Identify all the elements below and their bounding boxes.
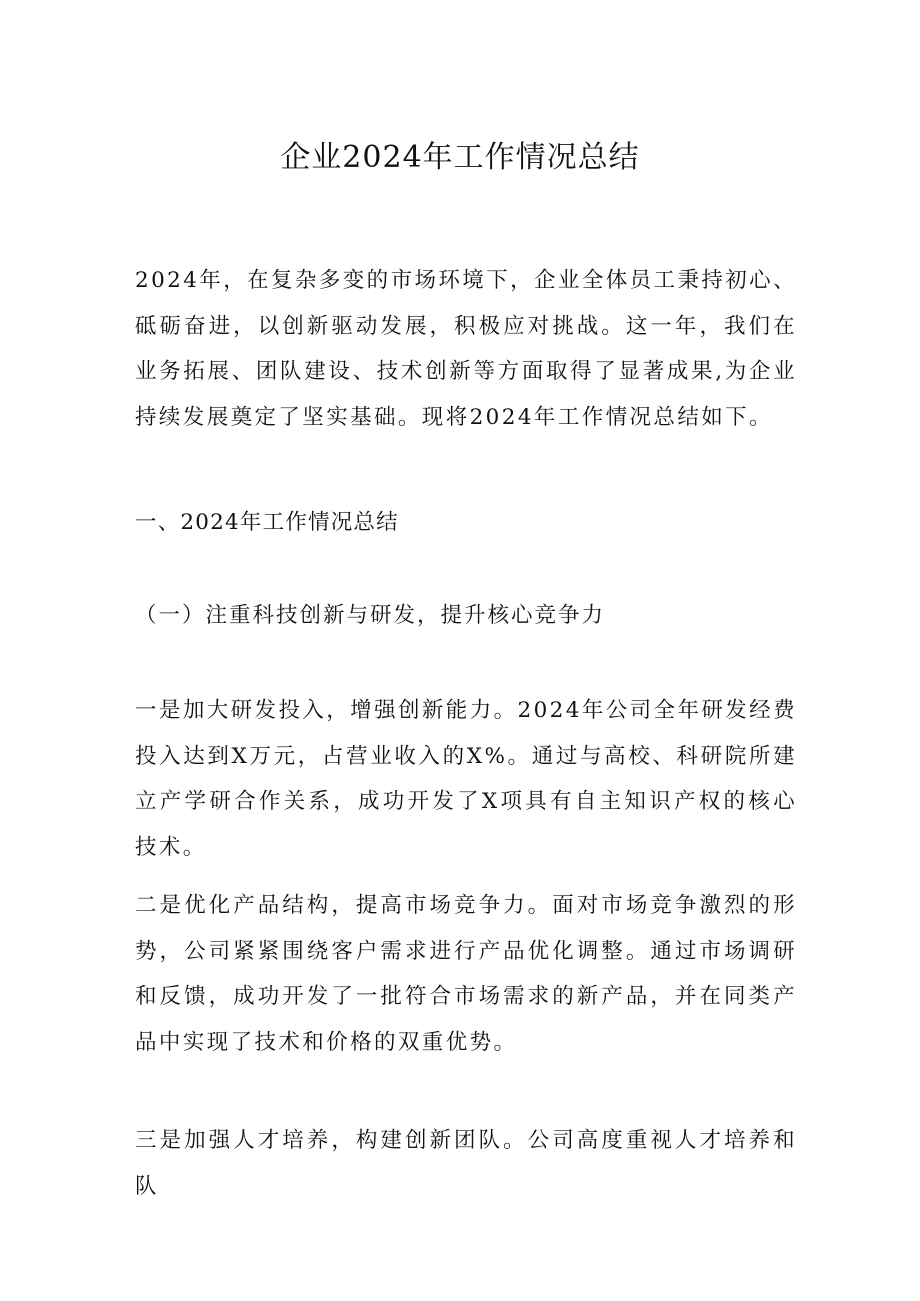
subsection-heading: （一）注重科技创新与研发，提升核心竞争力 — [135, 603, 606, 628]
paragraph-item-1: 一是加大研发投入，增强创新能力。2024年公司全年研发经费投入达到X万元，占营业收入的X%。通过与高校、科研院所建立产学研合作关系，成功开发了X项具有自主知识产权的核心技术。 — [135, 698, 797, 860]
section-heading: 一、2024年工作情况总结 — [135, 510, 399, 535]
paragraph-item-2: 二是优化产品结构，提高市场竞争力。面对市场竞争激烈的形势，公司紧紧围绕客户需求进行产品优化调整。通过市场调研和反馈，成功开发了一批符合市场需求的新产品，并在同类产品中实现了技术和价格的双重优势。 — [135, 893, 797, 1055]
intro-paragraph: 2024年，在复杂多变的市场环境下，企业全体员工秉持初心、砥砺奋进，以创新驱动发展，积极应对挑战。这一年，我们在业务拓展、团队建设、技术创新等方面取得了显著成果,为企业持续发展奠定了坚实基础。现将2024年工作情况总结如下。 — [135, 268, 797, 430]
document-title: 企业2024年工作情况总结 — [280, 140, 640, 175]
paragraph-item-3: 三是加强人才培养，构建创新团队。公司高度重视人才培养和队 — [135, 1128, 797, 1199]
